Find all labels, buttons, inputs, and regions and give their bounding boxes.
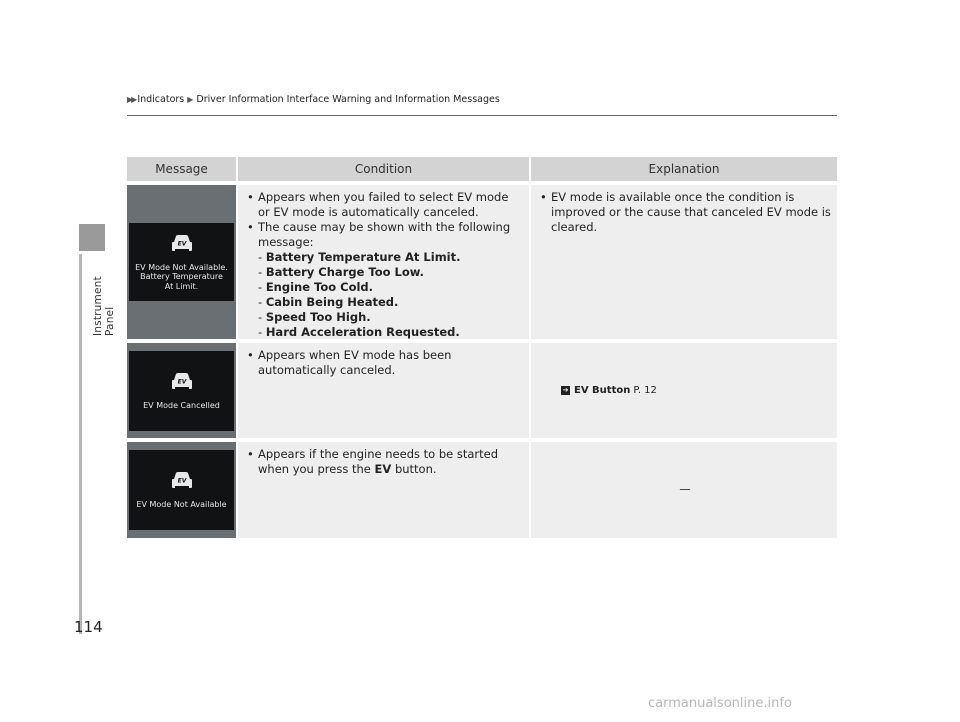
display-screen	[129, 223, 234, 301]
table-row	[127, 343, 837, 438]
screen-line: Battery Temperature	[140, 272, 223, 282]
section-label: Instrument Panel	[92, 276, 116, 336]
explanation-cell	[529, 185, 837, 339]
condition-bullet: • The cause may be shown with the following message:	[246, 220, 523, 250]
watermark: carmanualsonline.info	[648, 696, 792, 711]
table-header	[127, 157, 837, 181]
section-tab	[79, 224, 105, 251]
condition-bullet: • Appears if the engine needs to be started when you press the EV button.	[246, 447, 523, 477]
explanation-cell	[529, 442, 837, 538]
cause-item: - Battery Charge Too Low.	[258, 265, 425, 279]
cause-item: - Hard Acceleration Requested.	[258, 325, 460, 339]
message-image	[127, 442, 236, 538]
table-row	[127, 442, 837, 538]
svg-text:EV: EV	[177, 240, 186, 248]
breadcrumb-item-indicators: Indicators	[137, 94, 185, 105]
condition-cell	[236, 442, 529, 538]
breadcrumb-item-messages: Driver Information Interface Warning and Information Messages	[196, 94, 500, 105]
page-number: 114	[74, 618, 103, 636]
table-row	[127, 185, 837, 339]
header-message: Message	[155, 162, 208, 176]
svg-text:EV: EV	[177, 477, 186, 485]
screen-line: EV Mode Cancelled	[143, 400, 220, 410]
explanation-bullet: • EV mode is available once the condition is improved or the cause that canceled EV mode is cleared.	[539, 190, 831, 235]
reference-label: EV Button	[574, 385, 631, 396]
page-reference[interactable]	[561, 383, 657, 398]
cause-item: - Battery Temperature At Limit.	[258, 250, 461, 264]
cause-list	[246, 250, 523, 340]
svg-text:EV: EV	[177, 378, 186, 386]
message-image	[127, 185, 236, 339]
header-condition: Condition	[236, 157, 529, 181]
ev-button-label: EV	[374, 462, 392, 476]
reference-arrow-icon: ➔	[562, 386, 569, 394]
display-screen	[129, 450, 234, 530]
display-screen	[129, 351, 234, 431]
explanation-dash: —	[679, 482, 691, 496]
message-image	[127, 343, 236, 438]
explanation-cell	[529, 343, 837, 438]
breadcrumb	[127, 94, 500, 105]
breadcrumb-arrow-icon: ▶▶	[127, 95, 136, 104]
condition-cell	[236, 185, 529, 339]
reference-page: P. 12	[633, 385, 657, 396]
messages-table	[127, 157, 837, 538]
cause-item: - Engine Too Cold.	[258, 280, 374, 294]
condition-bullet: • Appears when you failed to select EV mode or EV mode is automatically canceled.	[246, 190, 523, 220]
ev-car-icon	[170, 371, 194, 391]
screen-line: EV Mode Not Available	[136, 500, 227, 510]
condition-cell	[236, 343, 529, 438]
condition-bullet: • Appears when EV mode has been automatically canceled.	[246, 348, 523, 378]
screen-line: At Limit.	[164, 281, 199, 291]
section-bar	[79, 254, 82, 634]
breadcrumb-arrow-icon: ▶	[187, 95, 194, 104]
header-explanation: Explanation	[529, 157, 837, 181]
ev-car-icon	[170, 470, 194, 490]
screen-line: EV Mode Not Available.	[135, 262, 228, 272]
cause-item: - Cabin Being Heated.	[258, 295, 399, 309]
header-rule	[127, 115, 837, 116]
ev-car-icon	[170, 233, 194, 253]
cause-item: - Speed Too High.	[258, 310, 371, 324]
